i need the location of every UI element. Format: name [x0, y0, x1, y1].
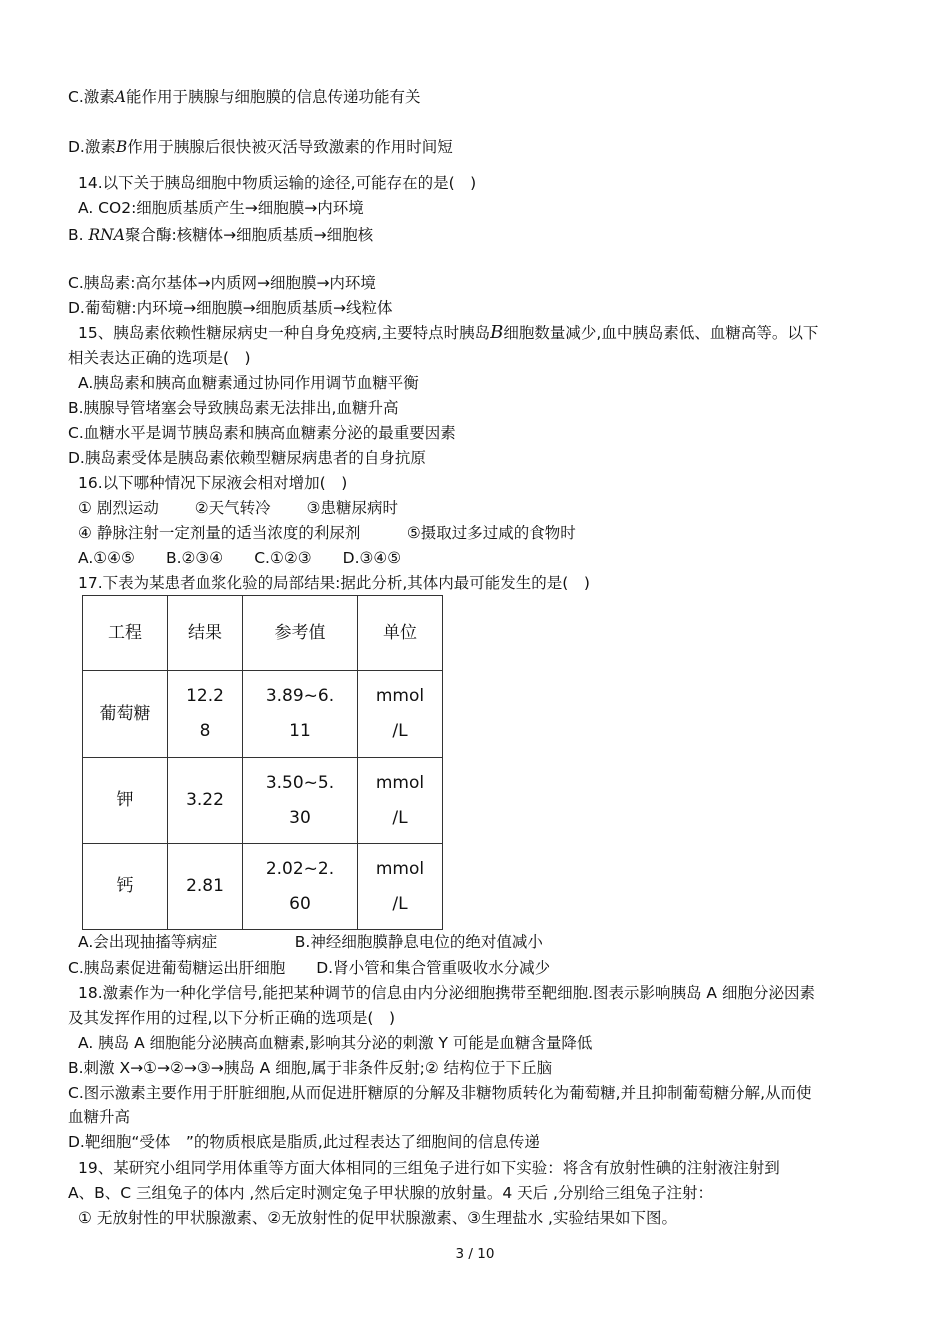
- row-item: 钙: [83, 844, 168, 930]
- q15-option-b: B.胰腺导管堵塞会导致胰岛素无法排出,血糖升高: [68, 399, 399, 417]
- q14-option-b: [68, 224, 373, 246]
- q13-option-c-prefix: C.激素: [68, 88, 115, 106]
- q16-stem: 16.以下哪种情况下尿液会相对增加( ): [78, 474, 348, 492]
- header-reference: 参考值: [243, 596, 358, 671]
- table-row: [83, 671, 443, 758]
- q19-stem-line1: 19、某研究小组同学用体重等方面大体相同的三组兔子进行如下实验：将含有放射性碘的注射液注射到: [78, 1159, 780, 1177]
- table-header-row: [83, 596, 443, 671]
- table-row: [83, 758, 443, 844]
- q18-option-a: A. 胰岛 A 细胞能分泌胰高血糖素,影响其分泌的刺激 Y 可能是血糖含量降低: [78, 1034, 593, 1052]
- row-reference: 3.89~6. 11: [243, 671, 358, 758]
- row-unit: mmol /L: [358, 758, 443, 844]
- q17-options-line2: C.胰岛素促进葡萄糖运出肝细胞 D.肾小管和集合管重吸收水分减少: [68, 959, 551, 977]
- table-row: [83, 844, 443, 930]
- q18-option-b: B.刺激 X→①→②→③→胰岛 A 细胞,属于非条件反射;② 结构位于下丘脑: [68, 1059, 553, 1077]
- q15-stem-suffix: 细胞数量减少,血中胰岛素低、血糖高等。以下: [503, 324, 819, 342]
- row-reference: 3.50~5. 30: [243, 758, 358, 844]
- header-unit: 单位: [358, 596, 443, 671]
- q18-option-c-line1: C.图示激素主要作用于肝脏细胞,从而促进肝糖原的分解及非糖物质转化为葡萄糖,并且抑制葡萄糖分解,从而使: [68, 1084, 812, 1102]
- q15-stem-line2: 相关表达正确的选项是( ): [68, 349, 251, 367]
- q19-stem-line2: A、B、C 三组兔子的体内 ,然后定时测定兔子甲状腺的放射量。4 天后 ,分别给三组兔子注射：: [68, 1184, 713, 1202]
- row-unit: mmol /L: [358, 844, 443, 930]
- row-result: 2.81: [168, 844, 243, 930]
- header-result: 结果: [168, 596, 243, 671]
- q14-option-b-symbol: RNA: [88, 226, 125, 244]
- q18-stem-line1: 18.激素作为一种化学信号,能把某种调节的信息由内分泌细胞携带至靶细胞.图表示影响胰岛 A 细胞分泌因素: [78, 984, 815, 1002]
- q15-stem-prefix: 15、胰岛素依赖性糖尿病史一种自身免疫病,主要特点时胰岛: [78, 324, 491, 342]
- row-item: 葡萄糖: [83, 671, 168, 758]
- q15-stem-symbol: B: [490, 322, 504, 343]
- q15-stem-line1: [78, 322, 818, 344]
- q18-option-c-line2: 血糖升高: [68, 1108, 131, 1126]
- q13-option-c: [68, 86, 420, 108]
- page-number: 3 / 10: [455, 1246, 495, 1262]
- q13-option-d-text: 作用于胰腺后很快被灭活导致激素的作用时间短: [127, 138, 453, 156]
- row-reference: 2.02~2. 60: [243, 844, 358, 930]
- row-result: 12.2 8: [168, 671, 243, 758]
- q13-option-d-symbol: B: [115, 138, 128, 156]
- header-item: 工程: [83, 596, 168, 671]
- q17-options-line1: A.会出现抽搐等病症 B.神经细胞膜静息电位的绝对值减小: [78, 933, 543, 951]
- q13-option-c-symbol: A: [114, 88, 126, 106]
- q14-option-d: D.葡萄糖:内环境→细胞膜→细胞质基质→线粒体: [68, 299, 393, 317]
- q18-option-d: D.靶细胞“受体 ”的物质根底是脂质,此过程表达了细胞间的信息传递: [68, 1133, 540, 1151]
- q13-option-d: [68, 136, 453, 158]
- q19-stem-line3: ① 无放射性的甲状腺激素、②无放射性的促甲状腺激素、③生理盐水 ,实验结果如下图。: [78, 1209, 677, 1227]
- q13-option-d-prefix: D.激素: [68, 138, 116, 156]
- q14-option-c: C.胰岛素:高尔基体→内质网→细胞膜→内环境: [68, 274, 376, 292]
- q15-option-c: C.血糖水平是调节胰岛素和胰高血糖素分泌的最重要因素: [68, 424, 456, 442]
- q13-option-c-text: 能作用于胰腺与细胞膜的信息传递功能有关: [125, 88, 421, 106]
- lab-results-table: [82, 595, 443, 930]
- q16-options: A.①④⑤ B.②③④ C.①②③ D.③④⑤: [78, 549, 402, 567]
- row-item: 钾: [83, 758, 168, 844]
- q18-stem-line2: 及其发挥作用的过程,以下分析正确的选项是( ): [68, 1009, 396, 1027]
- q16-items-line1: ① 剧烈运动 ②天气转冷 ③患糖尿病时: [78, 499, 398, 517]
- q14-option-b-prefix: B.: [68, 226, 84, 244]
- q14-option-b-text: 聚合酶:核糖体→细胞质基质→细胞核: [124, 226, 374, 244]
- q16-items-line2: ④ 静脉注射一定剂量的适当浓度的利尿剂 ⑤摄取过多过咸的食物时: [78, 524, 576, 542]
- q15-option-d: D.胰岛素受体是胰岛素依赖型糖尿病患者的自身抗原: [68, 449, 426, 467]
- q15-option-a: A.胰岛素和胰高血糖素通过协同作用调节血糖平衡: [78, 374, 419, 392]
- row-unit: mmol /L: [358, 671, 443, 758]
- q14-option-a: A. CO2:细胞质基质产生→细胞膜→内环境: [78, 199, 364, 217]
- q17-stem: 17.下表为某患者血浆化验的局部结果:据此分析,其体内最可能发生的是( ): [78, 574, 590, 592]
- row-result: 3.22: [168, 758, 243, 844]
- q14-stem: 14.以下关于胰岛细胞中物质运输的途径,可能存在的是( ): [78, 174, 477, 192]
